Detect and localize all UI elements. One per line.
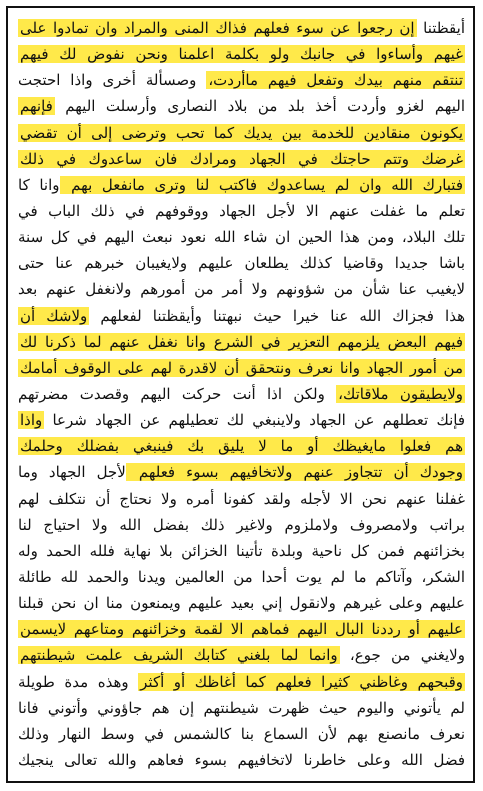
text-segment: لايغيب عنا شأن من شؤونهم ولا أمر من أمورهم ولانغفل عنهم بعد bbox=[18, 280, 465, 299]
text-line bbox=[18, 487, 465, 512]
text-segment: غفلنا عنهم نحن الا لأجله ولقد كفونا أمره ولا نحتاج أن نتكلف لهم bbox=[18, 489, 465, 508]
highlighted-text: وانما لما بلغني كتابك الشريف علمت شيطنتهم bbox=[20, 646, 338, 665]
text-segment: بخزائنهم فمن كل ناحية وبلدة تأتينا الخزائن بلا نهاية فلله الحمد وله bbox=[18, 541, 465, 560]
text-line bbox=[18, 591, 465, 616]
text-line bbox=[18, 643, 465, 668]
text-line bbox=[18, 617, 465, 642]
text-segment: تلك البلاد، ومن هذا الحين ان شاء الله نعود نبعث اليهم في كل سنة bbox=[18, 228, 465, 247]
text-segment: ولكن اذا أنت حركت اليهم وقصدت مضرتهم bbox=[18, 384, 337, 403]
text-segment: وانا كا bbox=[18, 175, 60, 194]
text-line bbox=[18, 408, 465, 433]
text-segment: هذا فجزاك الله عنا خيرا حيث نبهتنا وأيقظتنا لفعلهم bbox=[89, 306, 465, 325]
text-line bbox=[18, 513, 465, 538]
text-line bbox=[18, 42, 465, 67]
text-line bbox=[18, 277, 465, 302]
text-segment: الشكر، وآتاكم ما لم يوت أحدا من العالمين ويدنا والحمد لله طائلة bbox=[18, 567, 465, 586]
text-segment: لأجل الجهاد وما bbox=[18, 463, 126, 482]
text-line bbox=[18, 225, 465, 250]
text-line bbox=[18, 670, 465, 695]
text-segment: اليهم لغزو وأردت أخذ بلد من بلاد النصارى وأرسلت اليهم bbox=[54, 97, 465, 116]
highlighted-text: فيهم البعض يلزمهم التعزير في الشرع وانا نغفل عنهم لما ذكرنا لك bbox=[20, 332, 463, 351]
highlighted-text: عليهم أو رددنا البال اليهم فماهم الا لقمة وخزائنهم ومتاعهم لايسمن bbox=[20, 620, 463, 639]
text-line bbox=[18, 722, 465, 747]
highlighted-text: ولايطيقون ملاقاتك، bbox=[338, 384, 463, 403]
text-segment: تعلم ما غفلت عنهم الا لأجل الجهاد ووقوفهم في ذلك الباب في bbox=[18, 201, 465, 220]
text-line bbox=[18, 748, 465, 773]
text-line bbox=[18, 565, 465, 590]
text-line bbox=[18, 696, 465, 721]
text-line bbox=[18, 434, 465, 459]
text-segment: لم يأتوني واليوم حيث ظهرت شيطنتهم إن هم جاؤوني وأتوني فانا bbox=[18, 698, 465, 717]
highlighted-text: وجودك أن تتجاوز عنهم ولاتخافيهم بسوء فعلهم bbox=[127, 463, 463, 482]
text-segment: باشا جديدا وقاضيا كذلك يطلعان عليهم ولايغيبان خبرهم عنا حتى bbox=[18, 254, 465, 273]
text-line bbox=[18, 460, 465, 485]
text-line bbox=[18, 251, 465, 276]
text-segment: وهذه مدة طويلة bbox=[18, 672, 139, 691]
text-segment: براتب ولامصروف ولاملزوم ولاغير ذلك بفضل الله ولا احتياج لنا bbox=[18, 515, 465, 534]
text-segment: عليهم وعلى غيرهم ولانقول إني بعيد عليهم ويمنعون منا ان نحن قبلنا bbox=[18, 594, 465, 613]
document-page bbox=[6, 6, 475, 783]
text-segment: فضل الله وعلى خاطرنا لاتخافيهم بسوء فعاهم والله تعالى ينجيك bbox=[18, 750, 465, 769]
highlighted-text: إن رجعوا عن سوء فعلهم فذاك المنى والمراد وان تمادوا على bbox=[20, 19, 415, 37]
text-line bbox=[18, 356, 465, 381]
highlighted-text: غيهم وأساءوا في جانبك ولو بكلمة اعلمنا ونحن نفوض لك فيهم bbox=[20, 45, 463, 64]
highlighted-text: فتبارك الله وان لم يساعدوك فاكتب لنا وترى مانفعل بهم bbox=[61, 175, 464, 194]
text-line bbox=[18, 94, 465, 119]
highlighted-text: يكونون منقادين للخدمة بين يديك كما تحب وترضى إلى أن تقضي bbox=[20, 123, 463, 142]
text-line bbox=[18, 147, 465, 172]
text-line bbox=[18, 199, 465, 224]
highlighted-text: غرضك وتتم حاجتك في الجهاد ومرادك فان ساعدوك في ذلك bbox=[20, 149, 463, 168]
highlighted-text: فإنهم bbox=[20, 97, 53, 116]
text-segment: وصسألة أخرى واذا احتجت bbox=[18, 71, 207, 90]
highlighted-text: واذا bbox=[20, 411, 43, 430]
text-segment: نعرف مانصنع بهم لأن السماع بنا كالشمس في وسط النهار وذلك bbox=[18, 724, 465, 743]
text-line bbox=[18, 68, 465, 93]
highlighted-text: ولاشك أن bbox=[20, 306, 88, 325]
text-line bbox=[18, 330, 465, 355]
highlighted-text: وقبحهم وغاظني كثيرا فعلهم كما أغاظك أو أكثر bbox=[140, 672, 464, 691]
text-segment: ولايغني من جوع، bbox=[339, 646, 465, 665]
text-line bbox=[18, 173, 465, 198]
arabic-text-body bbox=[18, 16, 465, 773]
highlighted-text: تنتقم منهم بيدك وتفعل فيهم ماأردت، bbox=[208, 71, 463, 90]
text-line bbox=[18, 539, 465, 564]
text-line bbox=[18, 121, 465, 146]
text-line bbox=[18, 16, 465, 41]
highlighted-text: هم فعلوا مايغيظك أو ما لا يليق بك فينبغي بفضلك وحلمك bbox=[20, 437, 463, 456]
text-segment: فإنك تعطلهم عن الجهاد ولاينبغي لك تعطيلهم عن الجهاد شرعا bbox=[44, 411, 465, 430]
text-line bbox=[18, 304, 465, 329]
text-line bbox=[18, 382, 465, 407]
text-segment: أيقظتنا bbox=[416, 19, 465, 37]
highlighted-text: من أمور الجهاد وانا نعرف ونتحقق أن لاقدرة لهم على الوقوف أمامك bbox=[20, 358, 463, 377]
